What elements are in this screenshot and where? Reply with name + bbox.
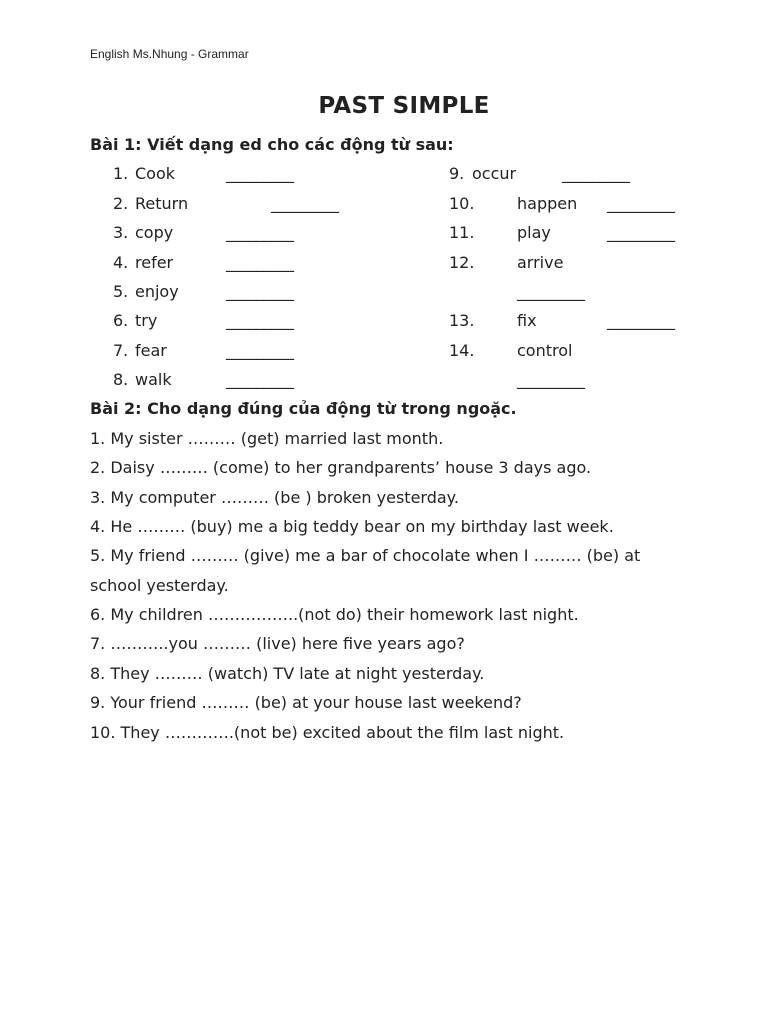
exercise-sentence: 3. My computer ……… (be ) broken yesterday. — [90, 488, 459, 507]
item-verb: refer — [135, 253, 174, 272]
exercise-sentence-continuation: school yesterday. — [90, 576, 229, 595]
item-number: 1. — [113, 164, 129, 183]
exercise-sentence: 6. My children ……………..(not do) their homework last night. — [90, 605, 579, 624]
exercise-sentence: 5. My friend ……… (give) me a bar of chocolate when I ……… (be) at — [90, 546, 641, 565]
answer-blank[interactable]: _________ — [607, 194, 675, 213]
exercise-sentence: 1. My sister ……… (get) married last month. — [90, 429, 444, 448]
page-header: English Ms.Nhung - Grammar — [90, 47, 249, 61]
item-number: 14. — [449, 341, 475, 360]
item-verb: try — [135, 311, 158, 330]
item-verb: walk — [135, 370, 172, 389]
item-verb: Cook — [135, 164, 176, 183]
item-number: 7. — [113, 341, 129, 360]
exercise-sentence: 10. They ………….(not be) excited about the film last night. — [90, 723, 565, 742]
item-verb: arrive — [517, 253, 564, 272]
answer-blank[interactable]: _________ — [226, 223, 294, 242]
item-verb: Return — [135, 194, 189, 213]
page-title: PAST SIMPLE — [318, 93, 490, 119]
item-verb: happen — [517, 194, 578, 213]
item-verb: enjoy — [135, 282, 179, 301]
answer-blank[interactable]: _________ — [607, 311, 675, 330]
answer-blank[interactable]: _________ — [562, 164, 630, 183]
exercise-sentence: 9. Your friend ……… (be) at your house last weekend? — [90, 693, 522, 712]
answer-blank[interactable]: _________ — [226, 164, 294, 183]
item-number: 3. — [113, 223, 129, 242]
answer-blank[interactable]: _________ — [271, 194, 339, 213]
item-number: 9. — [449, 164, 465, 183]
answer-blank[interactable]: _________ — [226, 370, 294, 389]
item-number: 4. — [113, 253, 129, 272]
item-verb: fear — [135, 341, 167, 360]
exercise-2-heading: Bài 2: Cho dạng đúng của động từ trong ngoặc. — [90, 399, 517, 418]
item-number: 13. — [449, 311, 475, 330]
exercise-sentence: 7. ………..you ……… (live) here five years ago? — [90, 634, 465, 653]
item-verb: fix — [517, 311, 537, 330]
exercise-sentence: 2. Daisy ……… (come) to her grandparents’ house 3 days ago. — [90, 458, 592, 477]
item-verb: copy — [135, 223, 174, 242]
answer-blank[interactable]: _________ — [226, 253, 294, 272]
exercise-sentence: 4. He ……… (buy) me a big teddy bear on my birthday last week. — [90, 517, 614, 536]
answer-blank[interactable]: _________ — [226, 282, 294, 301]
exercise-1-heading: Bài 1: Viết dạng ed cho các động từ sau: — [90, 135, 454, 154]
item-number: 8. — [113, 370, 129, 389]
answer-blank[interactable]: _________ — [517, 370, 585, 389]
item-verb: control — [517, 341, 573, 360]
answer-blank[interactable]: _________ — [226, 311, 294, 330]
item-number: 12. — [449, 253, 475, 272]
exercise-sentence: 8. They ……… (watch) TV late at night yesterday. — [90, 664, 485, 683]
item-verb: play — [517, 223, 551, 242]
answer-blank[interactable]: _________ — [517, 282, 585, 301]
item-number: 11. — [449, 223, 475, 242]
answer-blank[interactable]: _________ — [226, 341, 294, 360]
item-number: 5. — [113, 282, 129, 301]
answer-blank[interactable]: _________ — [607, 223, 675, 242]
item-number: 6. — [113, 311, 129, 330]
item-number: 10. — [449, 194, 475, 213]
item-number: 2. — [113, 194, 129, 213]
item-verb: occur — [472, 164, 517, 183]
